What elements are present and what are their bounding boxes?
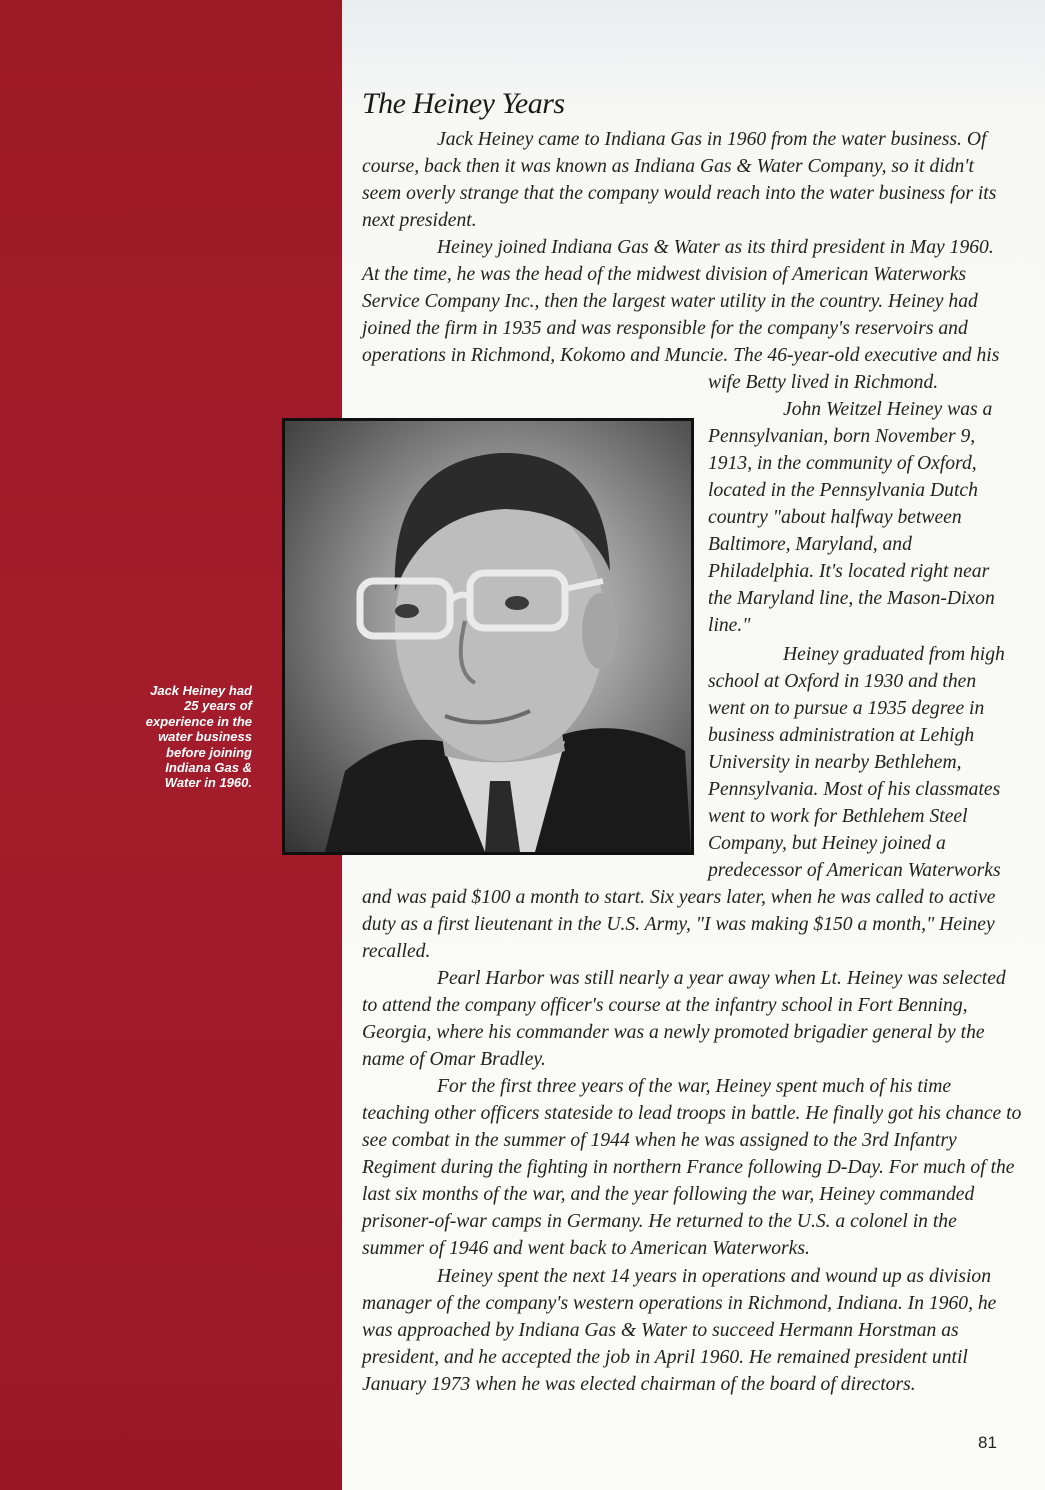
- photo-caption: Jack Heiney had 25 years of experience in the water business before joining Indiana Gas & Water in 1960.: [145, 683, 252, 791]
- body-line: Company, but Heiney joined a: [708, 833, 946, 854]
- body-line: 1913, in the community of Oxford,: [708, 453, 977, 474]
- body-line: Pearl Harbor was still nearly a year away when Lt. Heiney was selected: [437, 968, 1006, 989]
- body-line: Heiney spent the next 14 years in operations and wound up as division: [437, 1266, 991, 1287]
- body-line: last six months of the war, and the year following the war, Heiney commanded: [362, 1184, 975, 1205]
- body-line: seem overly strange that the company would reach into the water business for its: [362, 183, 997, 204]
- body-line: January 1973 when he was elected chairman of the board of directors.: [362, 1374, 916, 1395]
- body-line: next president.: [362, 210, 477, 231]
- body-line: see combat in the summer of 1944 when he was assigned to the 3rd Infantry: [362, 1130, 957, 1151]
- portrait-photo-frame: [282, 418, 694, 855]
- body-line: Regiment during the fighting in northern France following D-Day. For much of the: [362, 1157, 1015, 1178]
- portrait-photo: [285, 421, 691, 852]
- body-line: predecessor of American Waterworks: [708, 860, 1001, 881]
- article-title: The Heiney Years: [362, 87, 565, 120]
- body-line: Georgia, where his commander was a newly promoted brigadier general by the: [362, 1022, 985, 1043]
- portrait-illustration: [285, 421, 691, 852]
- body-line: joined the firm in 1935 and was responsible for the company's reservoirs and: [362, 318, 968, 339]
- page-number: 81: [978, 1433, 997, 1452]
- body-line: wife Betty lived in Richmond.: [708, 372, 939, 393]
- body-line: Baltimore, Maryland, and: [708, 534, 912, 555]
- body-line: line.": [708, 615, 751, 636]
- body-line: and was paid $100 a month to start. Six years later, when he was called to active: [362, 887, 996, 908]
- body-line: John Weitzel Heiney was a: [783, 399, 993, 420]
- body-line: summer of 1946 and went back to American Waterworks.: [362, 1238, 810, 1259]
- body-line: For the first three years of the war, Heiney spent much of his time: [437, 1076, 952, 1097]
- body-line: course, back then it was known as Indiana Gas & Water Company, so it didn't: [362, 156, 974, 177]
- body-line: prisoner-of-war camps in Germany. He returned to the U.S. a colonel in the: [362, 1211, 957, 1232]
- body-line: operations in Richmond, Kokomo and Muncie. The 46-year-old executive and his: [362, 345, 1000, 366]
- body-line: located in the Pennsylvania Dutch: [708, 480, 978, 501]
- body-line: Service Company Inc., then the largest water utility in the country. Heiney had: [362, 291, 978, 312]
- body-line: Pennsylvania. Most of his classmates: [708, 779, 1001, 800]
- body-line: duty as a first lieutenant in the U.S. Army, "I was making $150 a month," Heiney: [362, 914, 995, 935]
- body-line: Heiney joined Indiana Gas & Water as its third president in May 1960.: [437, 237, 994, 258]
- body-line: University in nearby Bethlehem,: [708, 752, 962, 773]
- body-line: recalled.: [362, 941, 431, 962]
- body-line: At the time, he was the head of the midwest division of American Waterworks: [362, 264, 967, 285]
- body-line: name of Omar Bradley.: [362, 1049, 546, 1070]
- body-line: went to work for Bethlehem Steel: [708, 806, 968, 827]
- body-line: country "about halfway between: [708, 507, 962, 528]
- body-line: to attend the company officer's course at the infantry school in Fort Benning,: [362, 995, 968, 1016]
- body-line: Heiney graduated from high: [783, 644, 1005, 665]
- body-line: school at Oxford in 1930 and then: [708, 671, 977, 692]
- body-line: manager of the company's western operations in Richmond, Indiana. In 1960, he: [362, 1293, 997, 1314]
- body-line: business administration at Lehigh: [708, 725, 975, 746]
- body-line: the Maryland line, the Mason-Dixon: [708, 588, 995, 609]
- body-line: Jack Heiney came to Indiana Gas in 1960 from the water business. Of: [437, 129, 987, 150]
- body-line: was approached by Indiana Gas & Water to succeed Hermann Horstman as: [362, 1320, 959, 1341]
- body-line: went on to pursue a 1935 degree in: [708, 698, 985, 719]
- body-line: Pennsylvanian, born November 9,: [708, 426, 976, 447]
- body-line: teaching other officers stateside to lead troops in battle. He finally got his chance to: [362, 1103, 1022, 1124]
- body-line: Philadelphia. It's located right near: [708, 561, 990, 582]
- body-line: president, and he accepted the job in April 1960. He remained president until: [362, 1347, 968, 1368]
